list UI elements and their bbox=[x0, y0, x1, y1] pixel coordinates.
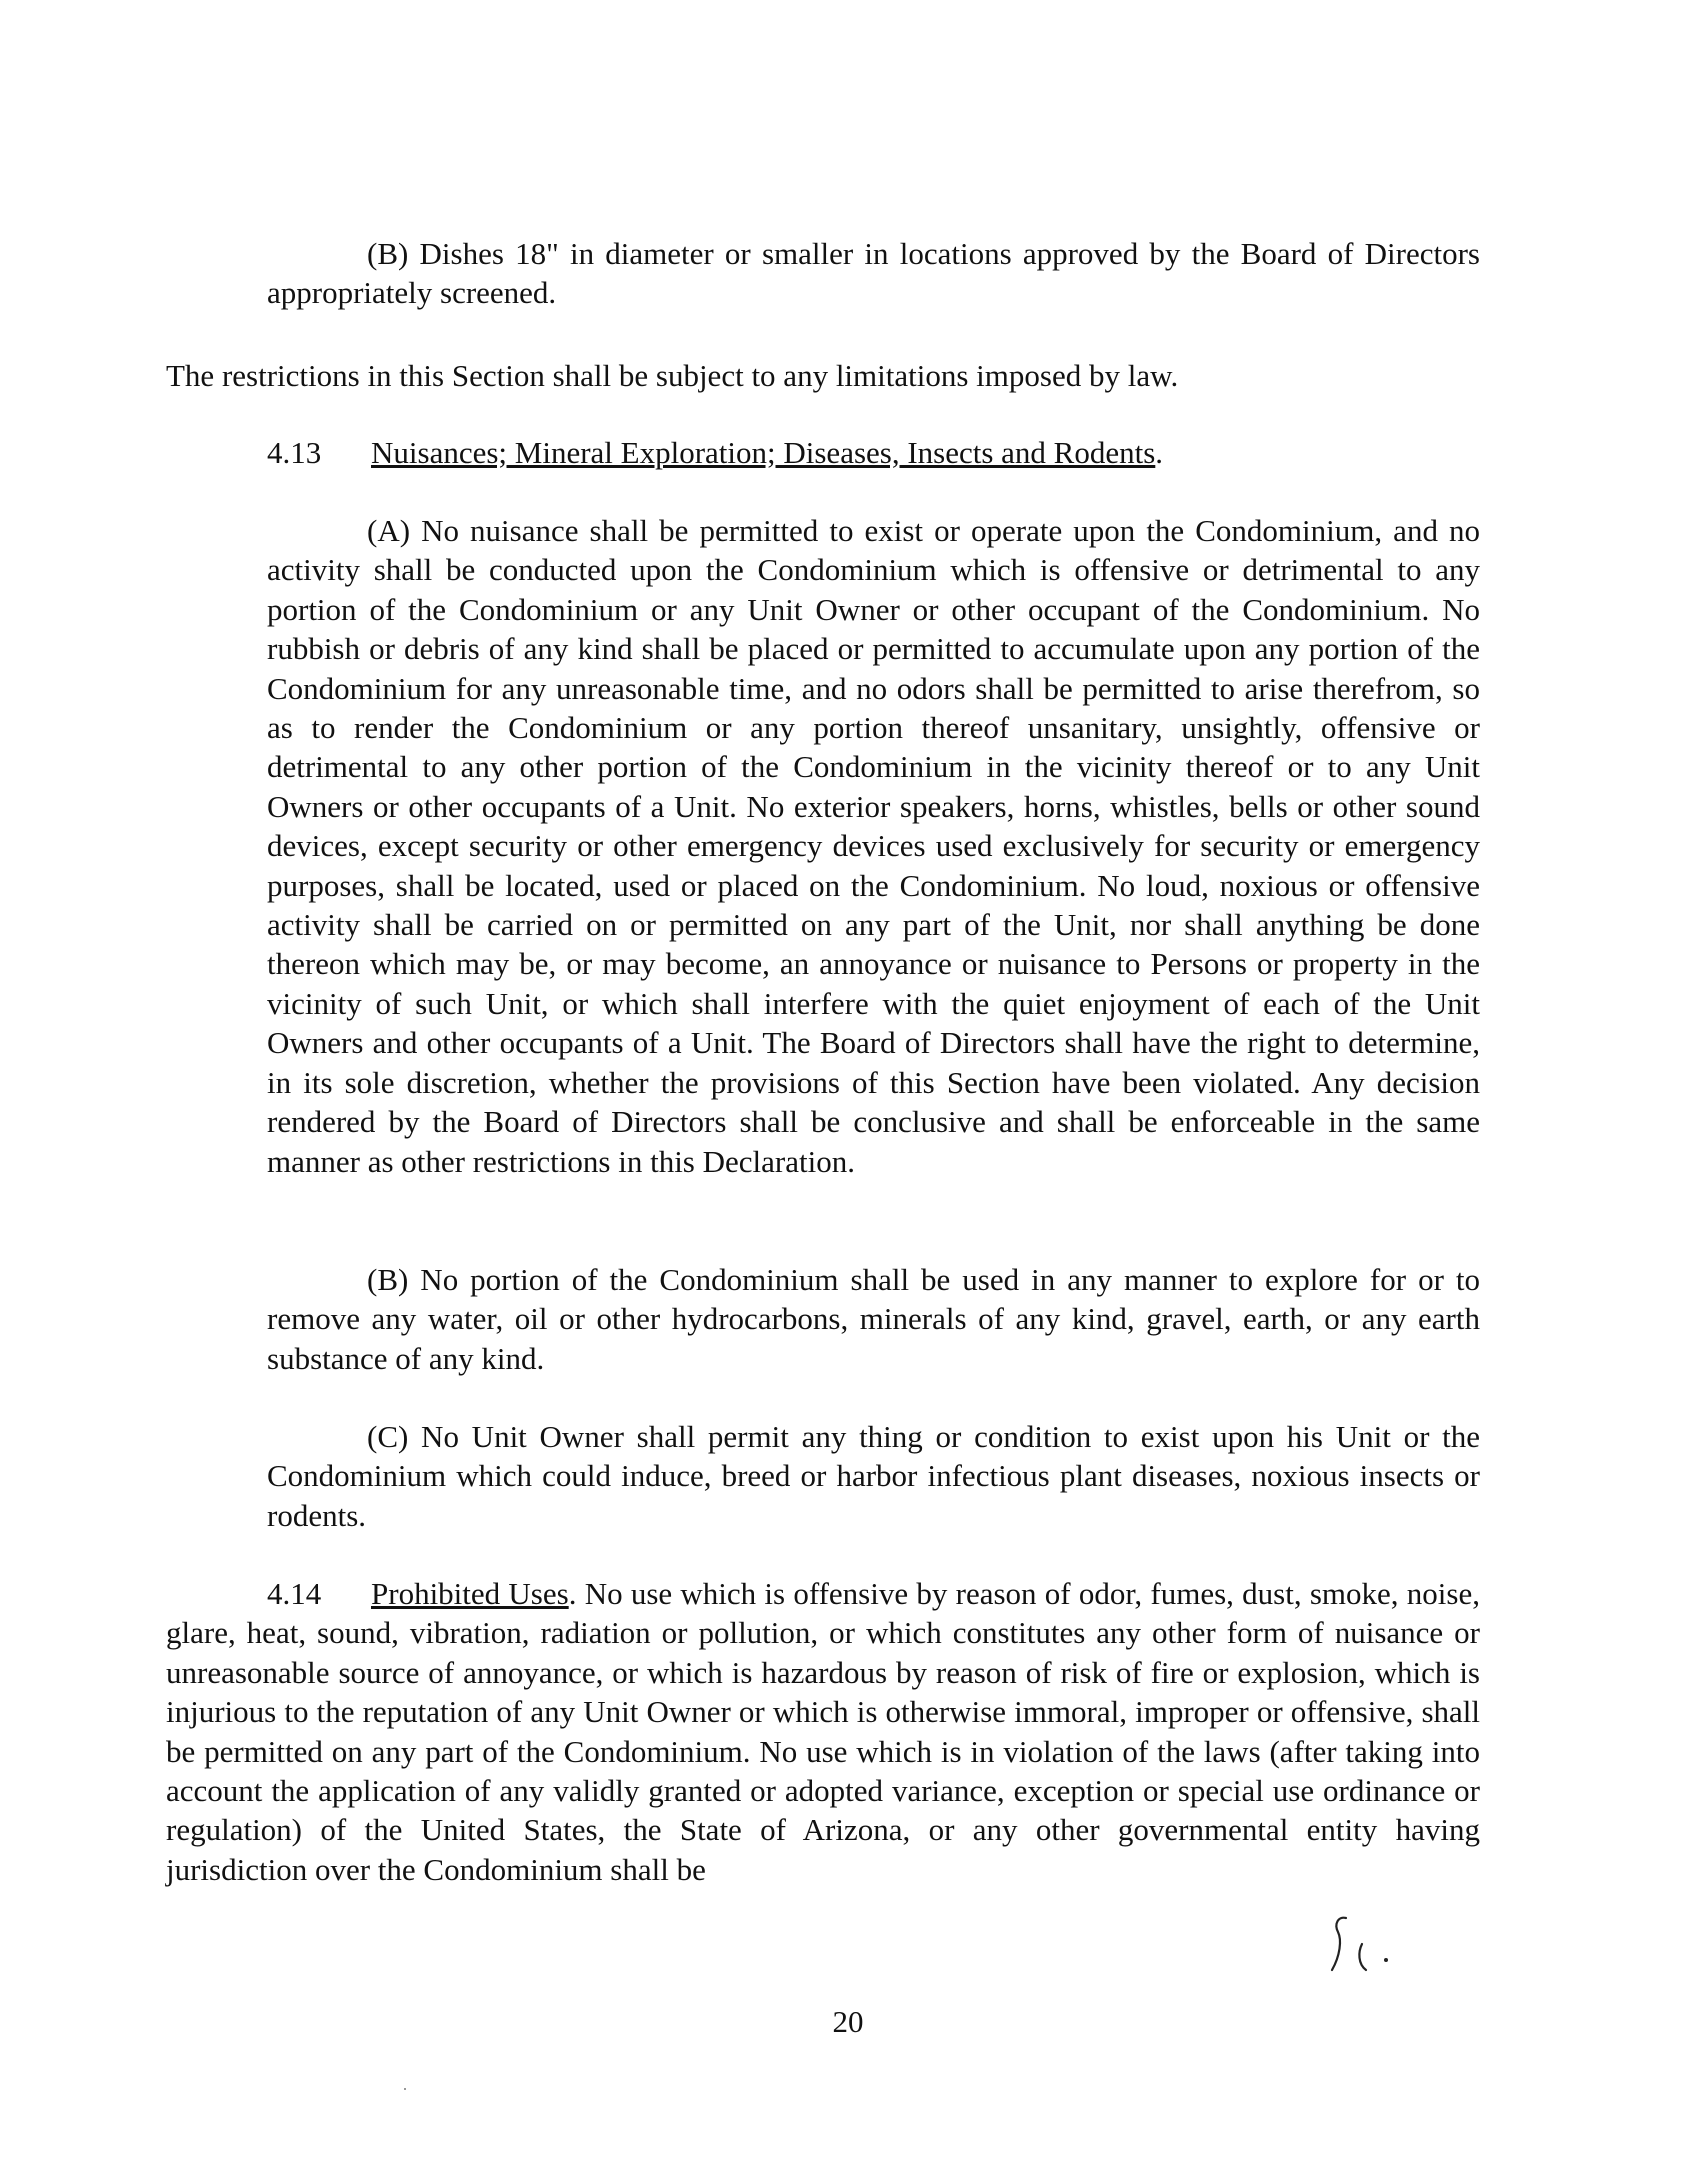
section-number: 4.14 bbox=[267, 1576, 322, 1611]
section-4-14-body: No use which is offensive by reason of odor, fumes, dust, smoke, noise, glare, heat, sound, vibration, radiation or pollution, or which constitutes any other form of nuisance or unreasonable source of annoyance, or which is hazardous by reason of risk of fire or explosion, which is injurious to the reputation of any Unit Owner or which is otherwise immoral, improper or offensive, shall be permitted on any part of the Condominium. No use which is in violation of the laws (after taking into account the application of any validly granted or adopted variance, exception or special use ordinance or regulation) of the United States, the State of Arizona, or any other governmental entity having jurisdiction over the Condominium shall be bbox=[166, 1576, 1480, 1887]
section-title-period: . bbox=[1155, 435, 1164, 470]
handwritten-initials-mark bbox=[1318, 1910, 1408, 1980]
page-number: 20 bbox=[832, 2004, 864, 2039]
paragraph-b-dishes: (B) Dishes 18" in diameter or smaller in locations approved by the Board of Directors appropriately screened. bbox=[267, 236, 1480, 311]
paragraph-restrictions: The restrictions in this Section shall be subject to any limitations imposed by law. bbox=[166, 358, 1179, 393]
paragraph-4-13-a: (A) No nuisance shall be permitted to exist or operate upon the Condominium, and no activity shall be conducted upon the Condominium which is offensive or detrimental to any portion of the Condominium or any Unit Owner or other occupant of the Condominium. No rubbish or debris of any kind shall be placed or permitted to accumulate upon any portion of the Condominium for any unreasonable time, and no odors shall be permitted to arise therefrom, so as to render the Condominium or any portion thereof unsanitary, unsightly, offensive or detrimental to any other portion of the Condominium in the vicinity thereof or to any Unit Owners or other occupants of a Unit. No exterior speakers, horns, whistles, bells or other sound devices, except security or other emergency devices used exclusively for security or emergency purposes, shall be located, used or placed on the Condominium. No loud, noxious or offensive activity shall be carried on or permitted on any part of the Unit, nor shall anything be done thereon which may be, or may become, an annoyance or nuisance to Persons or property in the vicinity of such Unit, or which shall interfere with the quiet enjoyment of each of the Unit Owners and other occupants of a Unit. The Board of Directors shall have the right to determine, in its sole discretion, whether the provisions of this Section have been violated. Any decision rendered by the Board of Directors shall be conclusive and shall be enforceable in the same manner as other restrictions in this Declaration. bbox=[267, 513, 1480, 1179]
scan-speck bbox=[404, 2088, 406, 2090]
paragraph-4-13-c: (C) No Unit Owner shall permit any thing or condition to exist upon his Unit or the Condominium which could induce, breed or harbor infectious plant diseases, noxious insects or rodents. bbox=[267, 1419, 1480, 1533]
section-title: Nuisances; Mineral Exploration; Diseases, Insects and Rodents bbox=[371, 435, 1156, 470]
section-title-period: . bbox=[568, 1576, 577, 1611]
section-title: Prohibited Uses bbox=[371, 1576, 569, 1611]
paragraph-4-13-b: (B) No portion of the Condominium shall be used in any manner to explore for or to remove any water, oil or other hydrocarbons, minerals of any kind, gravel, earth, or any earth substance of any kind. bbox=[267, 1262, 1480, 1376]
section-4-13-heading bbox=[267, 433, 1163, 472]
section-4-14-paragraph bbox=[166, 1574, 1480, 1889]
section-number: 4.13 bbox=[267, 435, 322, 470]
